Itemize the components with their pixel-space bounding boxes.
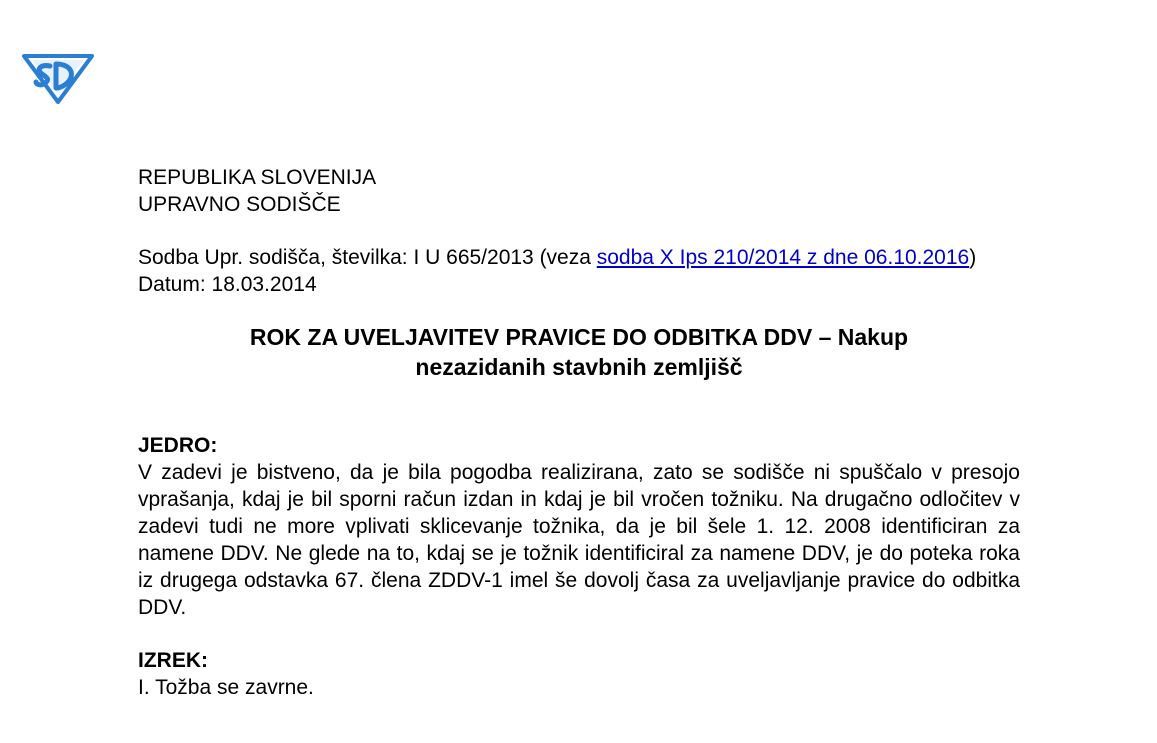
court-logo <box>20 48 96 104</box>
court-label: UPRAVNO SODIŠČE <box>138 193 341 216</box>
jedro-text: V zadevi je bistveno, da je bila pogodba realizirana, zato se sodišče ni spuščalo v presojo vprašanja, kdaj je bil sporni račun izdan in kdaj je bil vročen tožniku. Na drugačno odločitev v zadevi tudi ne more vplivati sklicevanje tožnika, da je bil šele 1. 12. 2008 identificiran za namene DDV. Ne glede na to, kdaj se je tožnik identificiral za namene DDV, je do poteka roka iz drugega odstavka 67. člena ZDDV-1 imel še dovolj časa za uveljavljanje pravice do odbitka DDV. <box>138 461 1020 619</box>
izrek-item-1: I. Tožba se zavrne. <box>138 676 314 699</box>
jedro-heading: JEDRO: <box>138 434 218 457</box>
document-title-line1: ROK ZA UVELJAVITEV PRAVICE DO ODBITKA DDV – Nakup <box>249 324 909 350</box>
case-ref-prefix: Sodba Upr. sodišča, številka: I U 665/2013 (veza <box>138 246 597 269</box>
related-judgment-link[interactable]: sodba X Ips 210/2014 z dne 06.10.2016 <box>596 246 970 269</box>
case-ref-suffix: ) <box>969 246 977 269</box>
court-shield-logo-icon <box>20 48 96 104</box>
izrek-heading: IZREK: <box>138 649 208 672</box>
case-reference <box>138 244 1020 271</box>
document-title-line2: nezazidanih stavbnih zemljišč <box>415 354 743 380</box>
document-page <box>138 164 1020 701</box>
republic-label: REPUBLIKA SLOVENIJA <box>138 166 377 189</box>
case-date: Datum: 18.03.2014 <box>138 273 317 296</box>
